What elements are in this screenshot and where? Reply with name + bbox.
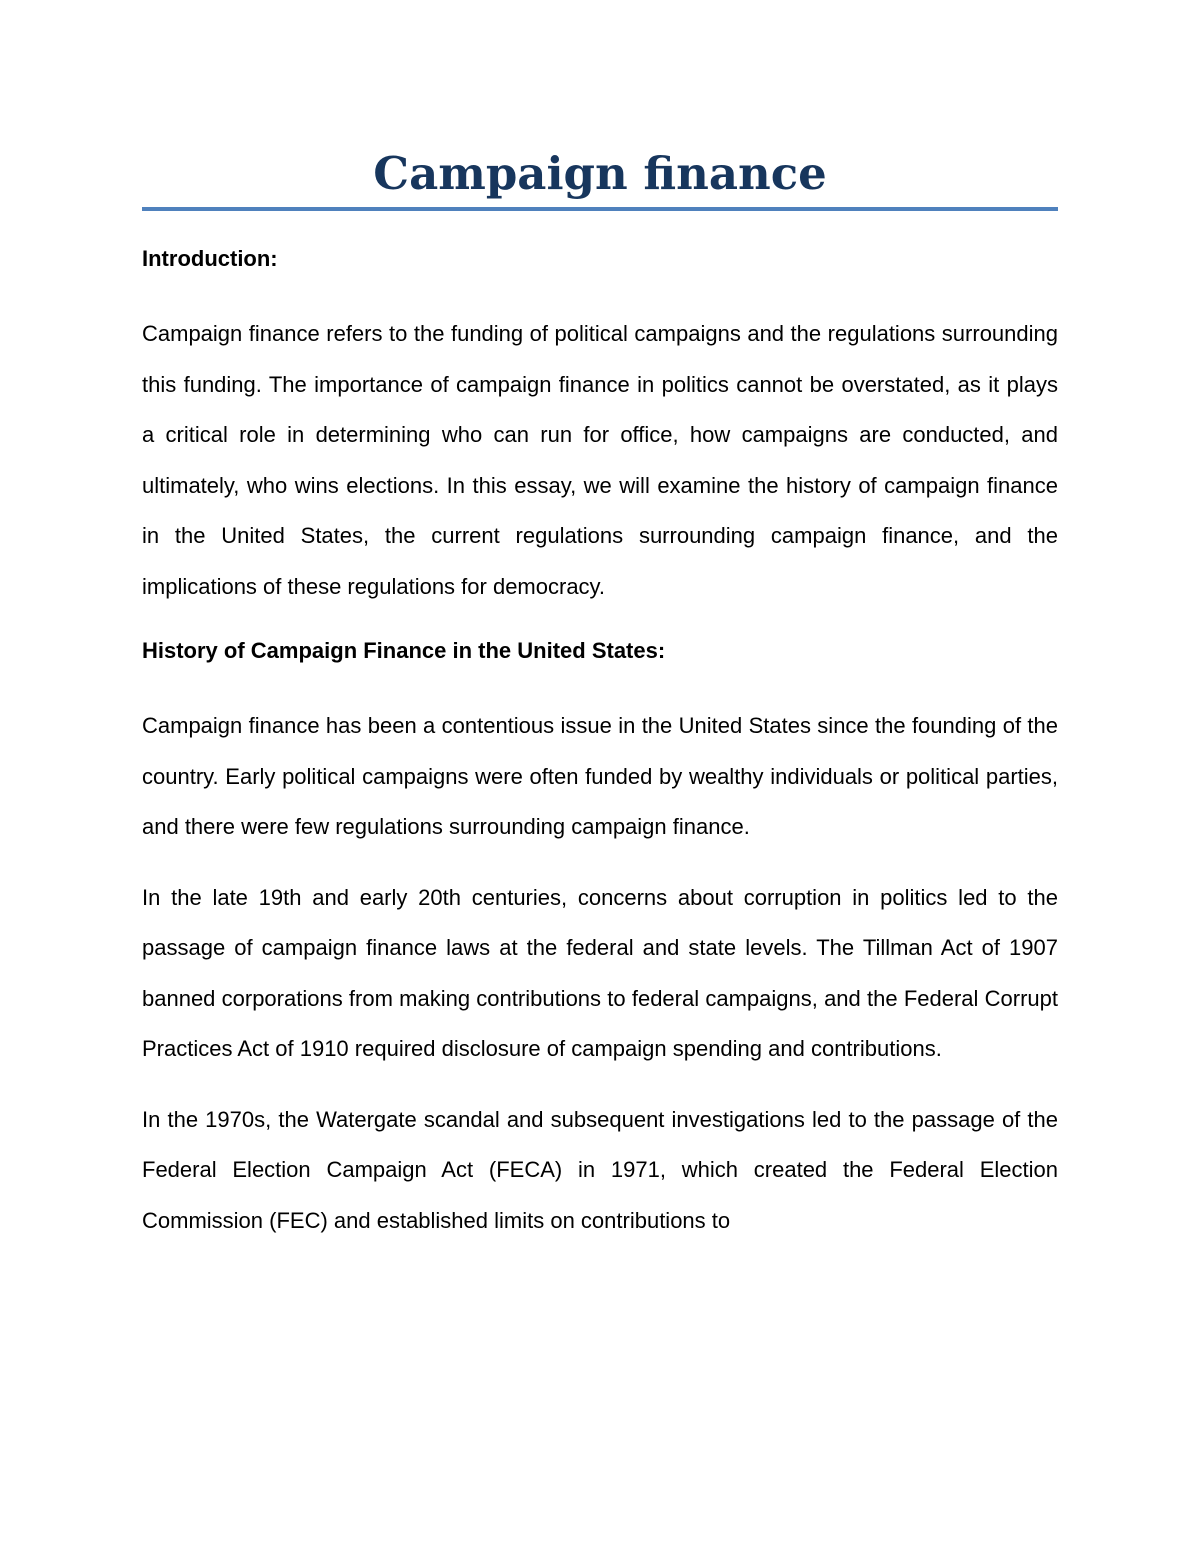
history-paragraph-2: In the late 19th and early 20th centuries, concerns about corruption in politics led to the passage of campaign finance laws at the federal and state levels. The Tillman Act of 1907 banned corporations from making contributions to federal campaigns, and the Federal Corrupt Practices Act of 1910 required disclosure of campaign spending and contributions. (142, 884, 1058, 1061)
history-paragraph-1: Campaign finance has been a contentious issue in the United States since the founding of the country. Early political campaigns were often funded by wealthy individuals or political parties, and there were few regulations surrounding campaign finance. (142, 713, 1058, 839)
section-heading-history: History of Campaign Finance in the United States: (142, 638, 666, 663)
introduction-paragraph: Campaign finance refers to the funding of political campaigns and the regulations surrounding this funding. The importance of campaign finance in politics cannot be overstated, as it plays a critical role in determining who can run for office, how campaigns are conducted, and ultimately, who wins elections. In this essay, we will examine the history of campaign finance in the United States, the current regulations surrounding campaign finance, and the implications of these regulations for democracy. (142, 321, 1058, 599)
document-body (142, 240, 1058, 1246)
title-underline-rule (142, 207, 1058, 211)
document-title: Campaign finance (373, 147, 827, 200)
section-heading-introduction: Introduction: (142, 246, 278, 271)
history-paragraph-3: In the 1970s, the Watergate scandal and subsequent investigations led to the passage of the Federal Election Campaign Act (FECA) in 1971, which created the Federal Election Commission (FEC) and established limits on contributions to (142, 1106, 1058, 1233)
